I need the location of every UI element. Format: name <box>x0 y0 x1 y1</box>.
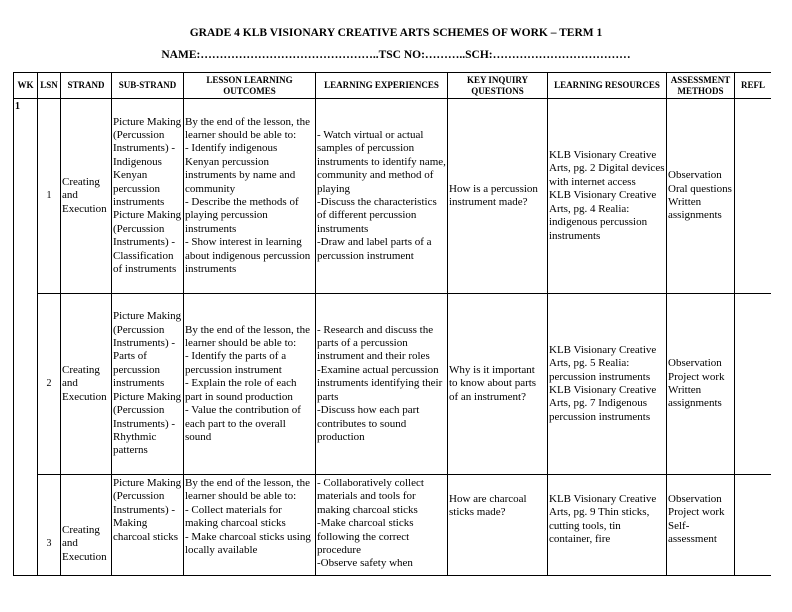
document-title: GRADE 4 KLB VISIONARY CREATIVE ARTS SCHEMES OF WORK – TERM 1 <box>189 27 603 39</box>
header-questions: KEY INQUIRY QUESTIONS <box>448 73 548 99</box>
table-header-row <box>14 73 772 99</box>
sub-strand-cell: Picture Making (Percussion Instruments) - Indigenous Kenyan percussion instruments Picture Making (Percussion Instruments) - Classification of instruments <box>112 99 184 294</box>
assessment-cell: Observation Project work Written assignments <box>667 294 735 475</box>
lesson-cell: 2 <box>38 294 61 475</box>
header-refl: REFL <box>735 73 772 99</box>
assessment-cell: Observation Oral questions Written assignments <box>667 99 735 294</box>
strand-cell: Creating and Execution <box>61 294 112 475</box>
header-wk: WK <box>14 73 38 99</box>
teacher-details-line: NAME:………………………………………..TSC NO:………..SCH:……………………………… <box>161 49 631 61</box>
table-row <box>14 294 772 475</box>
experiences-cell: - Research and discuss the parts of a percussion instrument and their roles -Examine actual percussion instruments identifying their parts -Discuss how each part contributes to sound production <box>316 294 448 475</box>
reflection-cell <box>735 99 772 294</box>
experiences-cell: - Watch virtual or actual samples of percussion instruments to identify name, community and method of playing -Discuss the characteristics of different percussion instruments -Draw and label parts of a percussion instrument <box>316 99 448 294</box>
header-assessment: ASSESSMENT METHODS <box>667 73 735 99</box>
inquiry-question-cell: Why is it important to know about parts of an instrument? <box>448 294 548 475</box>
sub-strand-cell: Picture Making (Percussion Instruments) - Making charcoal sticks <box>112 475 184 577</box>
lesson-cell: 3 <box>38 475 61 577</box>
header-strand: STRAND <box>61 73 112 99</box>
table-row <box>14 475 772 577</box>
scheme-table-frame <box>13 72 771 576</box>
header-experiences: LEARNING EXPERIENCES <box>316 73 448 99</box>
lesson-cell: 1 <box>38 99 61 294</box>
inquiry-question-cell: How is a percussion instrument made? <box>448 99 548 294</box>
strand-cell: Creating and Execution <box>61 475 112 577</box>
header-sub-strand: SUB-STRAND <box>112 73 184 99</box>
outcomes-cell: By the end of the lesson, the learner should be able to: - Identify the parts of a percussion instrument - Explain the role of each part in sound production - Value the contribution of each part to the overall sound <box>184 294 316 475</box>
outcomes-cell: By the end of the lesson, the learner should be able to: - Collect materials for making charcoal sticks - Make charcoal sticks using locally available <box>184 475 316 577</box>
assessment-cell: Observation Project work Self-assessment <box>667 475 735 577</box>
resources-cell: KLB Visionary Creative Arts, pg. 2 Digital devices with internet access KLB Visionary Creative Arts, pg. 4 Realia: indigenous percussion instruments <box>548 99 667 294</box>
header-outcomes: LESSON LEARNING OUTCOMES <box>184 73 316 99</box>
reflection-cell <box>735 475 772 577</box>
sub-strand-cell: Picture Making (Percussion Instruments) - Parts of percussion instruments Picture Making (Percussion Instruments) - Rhythmic patterns <box>112 294 184 475</box>
table-row <box>14 99 772 294</box>
scheme-of-work-table <box>13 72 771 576</box>
resources-cell: KLB Visionary Creative Arts, pg. 5 Realia: percussion instruments KLB Visionary Creative Arts, pg. 7 Indigenous percussion instruments <box>548 294 667 475</box>
strand-cell: Creating and Execution <box>61 99 112 294</box>
inquiry-question-cell: How are charcoal sticks made? <box>448 475 548 577</box>
resources-cell: KLB Visionary Creative Arts, pg. 9 Thin sticks, cutting tools, tin container, fire <box>548 475 667 577</box>
week-cell: 1 <box>14 99 38 577</box>
header-lsn: LSN <box>38 73 61 99</box>
header-resources: LEARNING RESOURCES <box>548 73 667 99</box>
outcomes-cell: By the end of the lesson, the learner should be able to: - Identify indigenous Kenyan percussion instruments by name and community - Describe the methods of playing percussion instruments - Show interest in learning about indigenous percussion instruments <box>184 99 316 294</box>
reflection-cell <box>735 294 772 475</box>
experiences-cell: - Collaboratively collect materials and tools for making charcoal sticks -Make charcoal sticks following the correct procedure -Observe safety when <box>316 475 448 577</box>
